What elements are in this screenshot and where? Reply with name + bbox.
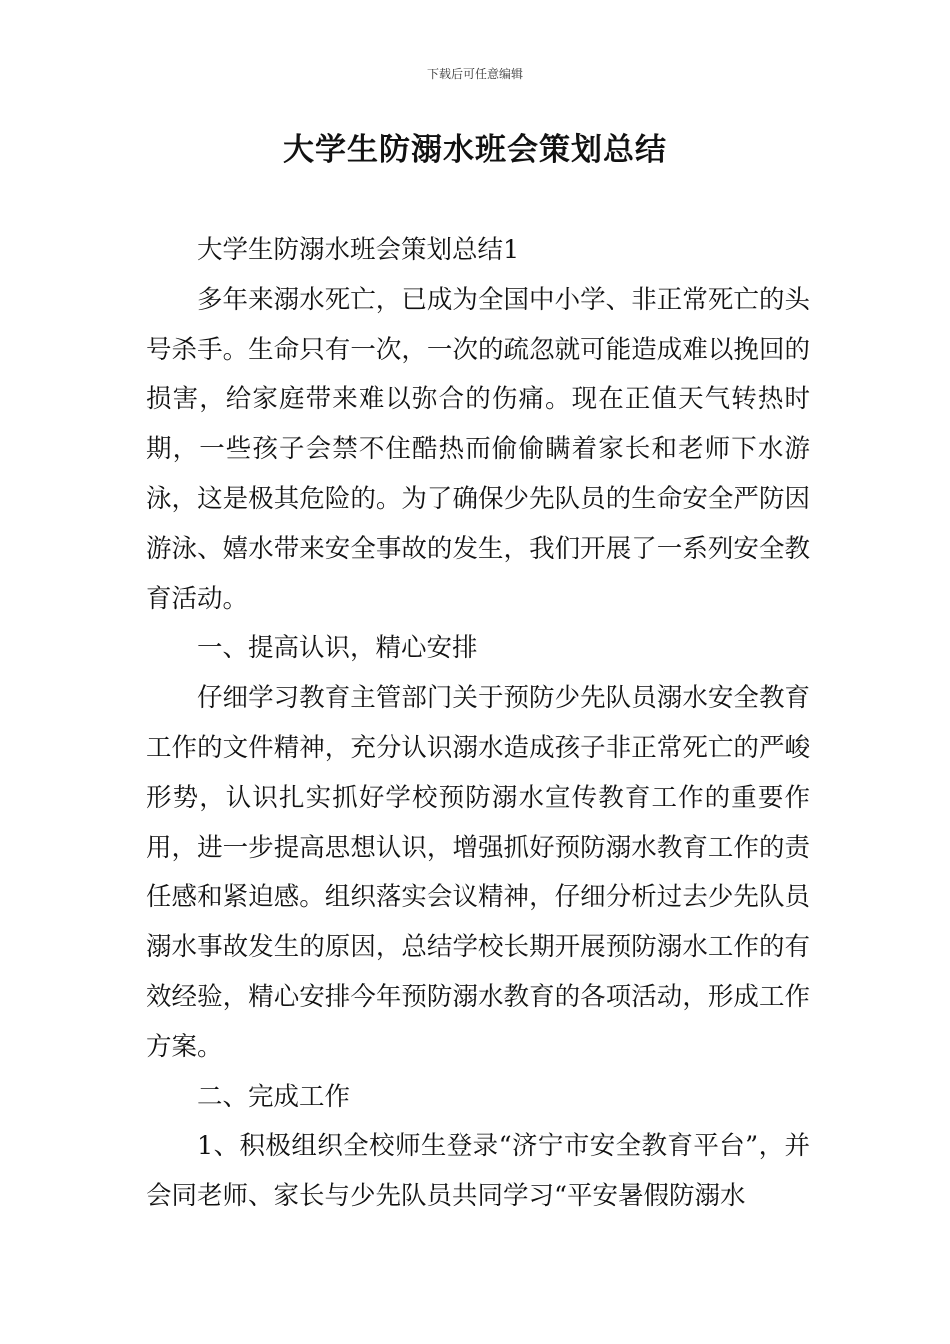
body-paragraph: 多年来溺水死亡，已成为全国中小学、非正常死亡的头号杀手。生命只有一次，一次的疏忽就可能造成难以挽回的损害，给家庭带来难以弥合的伤痛。现在正值天气转热时期，一些孩子会禁不住酷热而偷偷瞒着家长和老师下水游泳，这是极其危险的。为了确保少先队员的生命安全严防因游泳、嬉水带来安全事故的发生，我们开展了一系列安全教育活动。 bbox=[146, 284, 810, 614]
section-heading: 二、完成工作 bbox=[197, 1081, 351, 1112]
document-body bbox=[146, 226, 810, 1222]
body-paragraph: 仔细学习教育主管部门关于预防少先队员溺水安全教育工作的文件精神，充分认识溺水造成孩子非正常死亡的严峻形势，认识扎实抓好学校预防溺水宣传教育工作的重要作用，进一步提高思想认识，增强抓好预防溺水教育工作的责任感和紧迫感。组织落实会议精神，仔细分析过去少先队员溺水事故发生的原因，总结学校长期开展预防溺水工作的有效经验，精心安排今年预防溺水教育的各项活动，形成工作方案。 bbox=[146, 683, 810, 1062]
section-subtitle: 大学生防溺水班会策划总结1 bbox=[197, 235, 520, 265]
body-paragraph: 1、积极组织全校师生登录“济宁市安全教育平台”，并会同老师、家长与少先队员共同学习“平安暑假防溺水 bbox=[146, 1131, 810, 1212]
document-title: 大学生防溺水班会策划总结 bbox=[283, 132, 667, 168]
section-heading: 一、提高认识，精心安排 bbox=[197, 633, 478, 664]
header-note: 下载后可任意编辑 bbox=[426, 67, 523, 81]
